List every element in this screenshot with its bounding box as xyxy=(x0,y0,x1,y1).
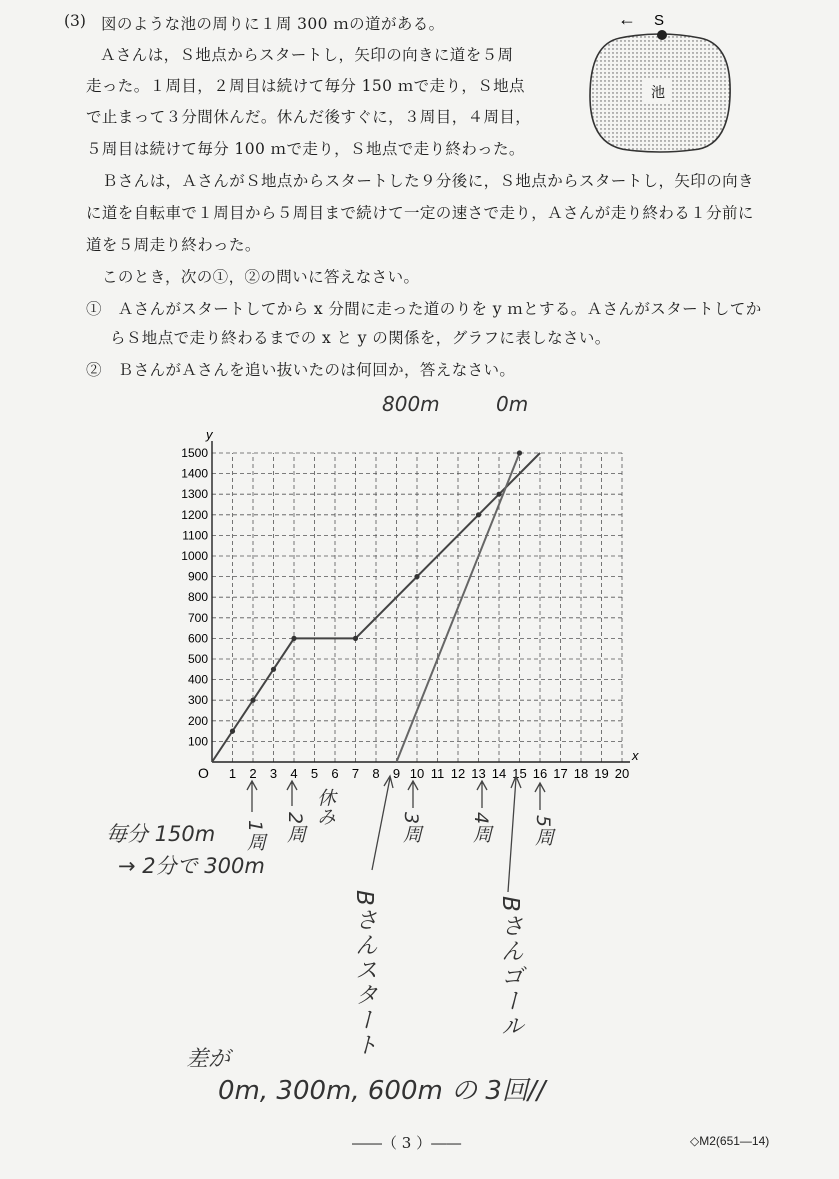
question-text-line: このとき，次の①，②の問いに答えなさい。 xyxy=(102,268,420,286)
sub-question-1: ① Ａさんがスタートしてから x 分間に走った道のりを y ｍとする。Ａさんがスタートしてか xyxy=(86,300,762,318)
arrow-up-icon xyxy=(247,781,257,812)
y-tick-label: 1000 xyxy=(181,549,208,563)
b-start-pointer xyxy=(372,776,393,870)
y-tick-label: 1200 xyxy=(181,507,208,522)
x-tick-label: 2 xyxy=(249,766,257,781)
y-tick-label: 900 xyxy=(187,569,208,584)
y-tick-label: 1300 xyxy=(181,487,208,502)
x-tick-label: 8 xyxy=(372,766,380,781)
handwritten-lap1: 1周 xyxy=(244,820,266,852)
handwritten-answer-1: 差が xyxy=(186,1047,231,1072)
y-tick-label: 1500 xyxy=(181,446,208,460)
origin-label: O xyxy=(198,765,209,781)
y-tick-label: 200 xyxy=(187,713,208,728)
handwritten-800m: 800m xyxy=(382,392,440,416)
question-text-line: に道を自転車で１周目から５周目まで続けて一定の速さで走り，Ａさんが走り終わる１分前に xyxy=(86,204,754,222)
y-tick-label: 1400 xyxy=(181,466,208,481)
arrow-up-icon xyxy=(287,781,297,806)
page-number: ――（ 3 ）―― xyxy=(352,1134,462,1152)
question-text-line: Ｂさんは，ＡさんがＳ地点からスタートした９分後に，Ｓ地点からスタートし，矢印の向き xyxy=(102,172,754,190)
handwritten-lap3: 3周 xyxy=(400,812,422,844)
x-tick-label: 11 xyxy=(430,766,445,781)
x-tick-label: 10 xyxy=(409,766,425,781)
x-tick-label: 6 xyxy=(331,766,339,781)
question-text-line: ５周目は続けて毎分 100 ｍで走り，Ｓ地点で走り終わった。 xyxy=(86,140,525,158)
handwritten-lap2: 2周 xyxy=(284,812,306,844)
handwritten-lap4: 4周 xyxy=(470,812,492,844)
question-text-line: 道を５周走り終わった。 xyxy=(86,236,261,254)
x-tick-label: 3 xyxy=(269,766,278,781)
handwritten-b-goal: Bさんゴール xyxy=(497,896,523,1039)
question-text-line: 図のような池の周りに１周 300 ｍの道がある。 xyxy=(101,15,445,33)
handwritten-lap5: 5周 xyxy=(532,815,554,847)
x-tick-label: 13 xyxy=(471,766,486,781)
exam-code: ◇M2(651―14) xyxy=(690,1134,770,1148)
y-tick-label: 800 xyxy=(187,590,208,605)
question-text-line: で止まって３分間休んだ。休んだ後すぐに，３周目，４周目， xyxy=(86,108,532,126)
x-tick-label: 19 xyxy=(594,766,609,781)
x-tick-label: 9 xyxy=(392,766,401,781)
y-tick-label: 700 xyxy=(187,610,208,625)
y-tick-label: 500 xyxy=(187,652,208,666)
y-tick-label: 400 xyxy=(187,672,208,687)
direction-arrow: ← xyxy=(618,9,636,29)
handwritten-rate: 毎分 150m xyxy=(106,822,216,846)
sub-question-1-cont: らＳ地点で走り終わるまでの x と y の関係を，グラフに表しなさい。 xyxy=(110,329,611,347)
x-axis-label: x xyxy=(632,748,639,763)
arrow-up-icon xyxy=(408,781,418,808)
y-tick-label: 600 xyxy=(187,631,208,646)
question-text-line: Ａさんは，Ｓ地点からスタートし，矢印の向きに道を５周 xyxy=(100,46,514,64)
start-label: S xyxy=(654,12,665,29)
pond-label: 池 xyxy=(651,84,665,100)
handwritten-rate-2: → 2分で 300m xyxy=(118,854,265,878)
question-number: (3) xyxy=(64,12,86,30)
y-axis-label: y xyxy=(206,427,213,442)
y-tick-label: 1100 xyxy=(182,528,208,543)
y-tick-label: 300 xyxy=(187,693,208,708)
question-text-line: 走った。１周目，２周目は続けて毎分 150 ｍで走り，Ｓ地点 xyxy=(86,77,525,95)
x-tick-label: 16 xyxy=(532,766,548,781)
x-tick-label: 4 xyxy=(290,766,298,781)
x-tick-label: 1 xyxy=(228,766,237,781)
x-tick-label: 17 xyxy=(553,766,568,781)
x-tick-label: 12 xyxy=(450,766,466,781)
x-tick-label: 5 xyxy=(310,766,319,781)
sub-question-2: ② ＢさんがＡさんを追い抜いたのは何回か，答えなさい。 xyxy=(86,361,516,379)
x-tick-label: 14 xyxy=(491,766,507,781)
x-tick-label: 7 xyxy=(351,766,360,781)
handwritten-answer-2: 0m, 300m, 600m の 3回// xyxy=(218,1076,546,1106)
x-tick-label: 20 xyxy=(614,766,630,781)
handwritten-b-start: Bさんスタート xyxy=(351,890,377,1058)
y-tick-label: 100 xyxy=(187,734,208,749)
arrow-up-icon xyxy=(535,783,545,810)
b-goal-pointer xyxy=(508,776,521,892)
arrow-up-icon xyxy=(477,781,487,808)
x-tick-label: 18 xyxy=(573,766,589,781)
x-tick-label: 15 xyxy=(512,766,527,781)
handwritten-0m: 0m xyxy=(496,392,529,416)
handwritten-rest: 休み xyxy=(314,788,336,826)
